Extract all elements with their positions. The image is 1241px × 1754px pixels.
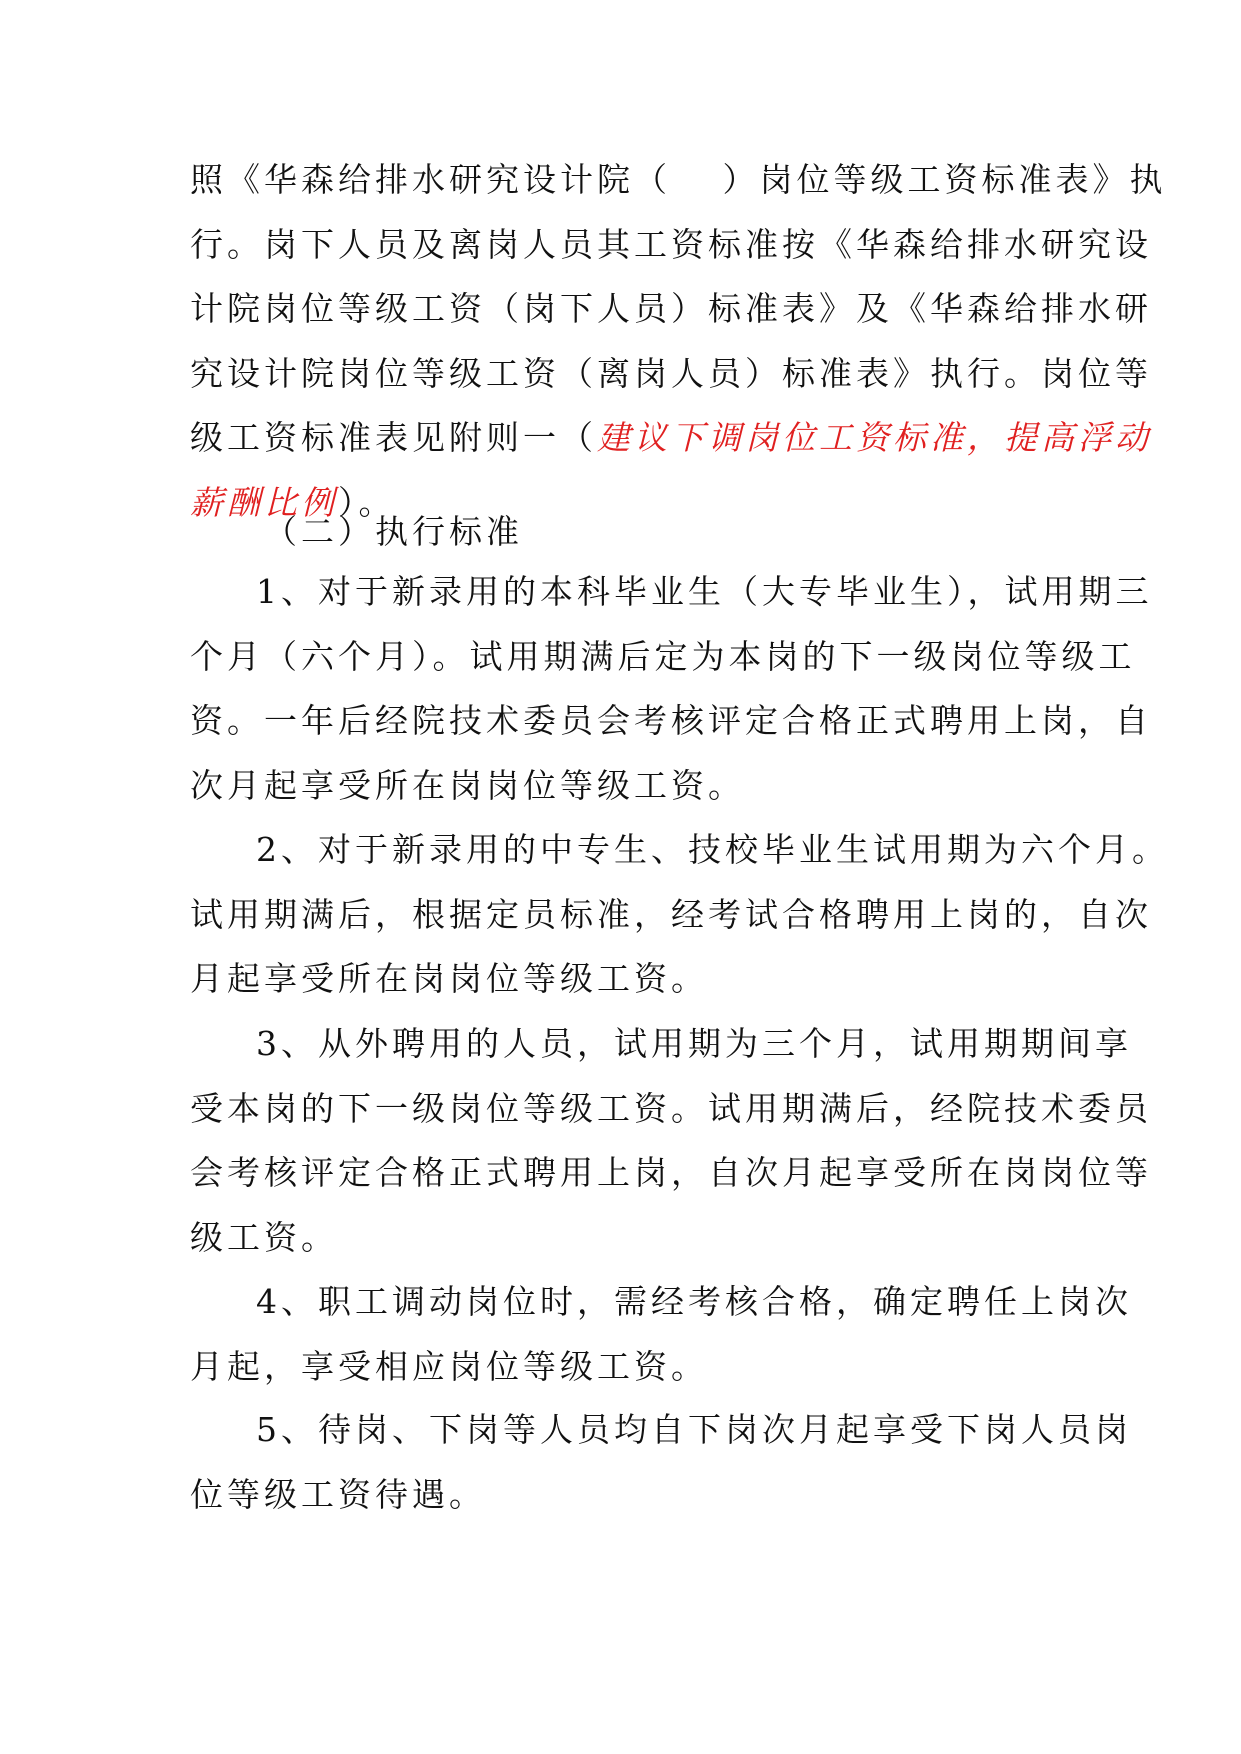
list-item (190, 818, 1169, 1012)
paragraph-text: ）。 (338, 482, 396, 522)
paragraph-line: 级工资。 (190, 1217, 338, 1257)
paragraph-line: 5、待岗、下岗等人员均自下岗次月起享受下岗人员岗 (256, 1410, 1132, 1449)
paragraph-line: 2、对于新录用的中专生、技校毕业生试用期为六个月。 (256, 830, 1169, 869)
revision-note: 建议下调岗位工资标准，提高浮动 (597, 418, 1152, 457)
paragraph-text: 级工资标准表见附则一（ (190, 418, 597, 457)
list-item (190, 1270, 1132, 1399)
paragraph-line: 个月（六个月）。试用期满后定为本岗的下一级岗位等级工 (190, 636, 1136, 676)
paragraph-line (190, 406, 1152, 471)
paragraph-line: 资。一年后经院技术委员会考核评定合格正式聘用上岗，自 (190, 701, 1152, 740)
section-heading-text: （二）执行标准 (264, 512, 523, 551)
list-item (190, 1398, 1132, 1527)
paragraph-line: 月起，享受相应岗位等级工资。 (190, 1346, 708, 1386)
paragraph-line: 会考核评定合格正式聘用上岗，自次月起享受所在岗岗位等 (190, 1153, 1152, 1192)
paragraph-line: 3、从外聘用的人员，试用期为三个月，试用期期间享 (256, 1024, 1132, 1063)
paragraph-line: 月起享受所在岗岗位等级工资。 (190, 959, 708, 998)
paragraph-line: 计院岗位等级工资（岗下人员）标准表》及《华森给排水研 (190, 289, 1152, 328)
paragraph-line: 4、职工调动岗位时，需经考核合格，确定聘任上岗次 (256, 1282, 1132, 1321)
intro-paragraph (190, 148, 1167, 535)
paragraph-line: 次月起享受所在岗岗位等级工资。 (190, 765, 745, 805)
section-heading (190, 500, 1050, 565)
paragraph-line: 试用期满后，根据定员标准，经考试合格聘用上岗的，自次 (190, 894, 1152, 934)
paragraph-line: 行。岗下人员及离岗人员其工资标准按《华森给排水研究设 (190, 224, 1152, 264)
paragraph-line: 究设计院岗位等级工资（离岗人员）标准表》执行。岗位等 (190, 353, 1152, 393)
paragraph-line: 位等级工资待遇。 (190, 1474, 486, 1514)
list-item (190, 1012, 1152, 1270)
paragraph-line: 受本岗的下一级岗位等级工资。试用期满后，经院技术委员 (190, 1088, 1152, 1128)
paragraph-line: 1、对于新录用的本科毕业生（大专毕业生），试用期三 (256, 572, 1153, 611)
revision-note: 薪酬比例 (190, 482, 338, 522)
paragraph-line: 照《华森给排水研究设计院（ ）岗位等级工资标准表》执 (190, 160, 1167, 199)
list-item (190, 560, 1153, 818)
